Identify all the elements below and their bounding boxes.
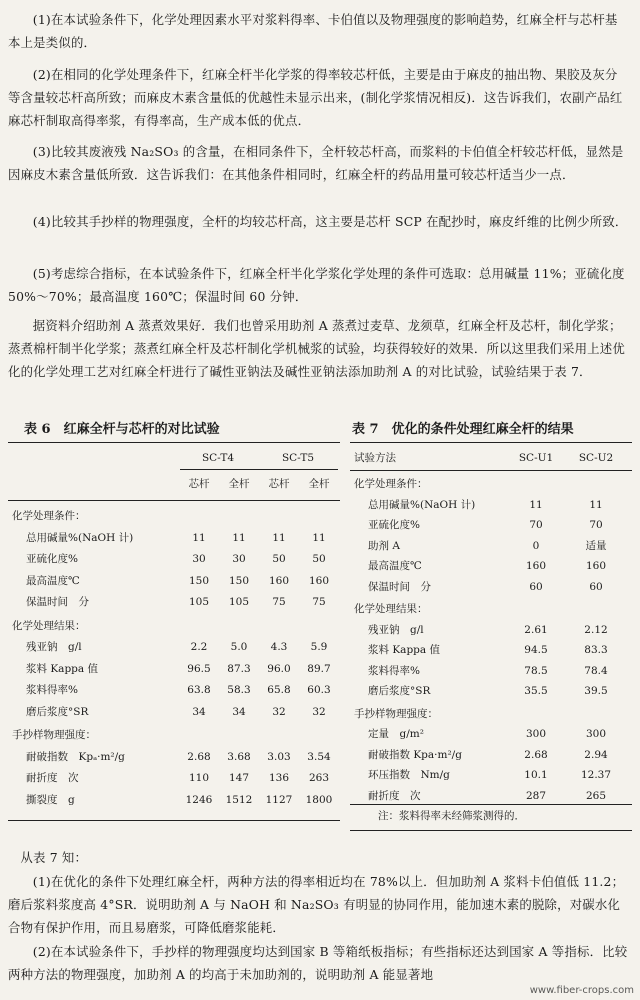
paragraph-4: (4)比较其手抄样的物理强度，全杆的均较芯杆高，这主要是芯杆 SCP 在配抄时，麻皮纤维的比例少所致． [32,214,628,229]
table6-cell: 63.8 [187,684,211,696]
table7-row-label: 最高温度℃ [368,560,422,572]
table7-row-label: 浆料 Kappa 值 [368,644,440,656]
table6-header-rule [8,500,340,501]
table6-cell: 30 [232,553,246,565]
table7-cell: 2.61 [524,623,548,636]
table6-cell: 34 [232,705,246,718]
table7-cell: 70 [529,519,543,531]
table6-cell: 89.7 [307,662,331,675]
table7 [350,442,632,838]
table7-cell: 94.5 [524,644,548,656]
table6-cell: 1512 [225,793,253,806]
table7-row-label: 残亚钠 g/l [368,623,424,636]
table7-cell: 265 [585,789,607,802]
table7-row-label: 总用碱量%(NaOH 计) [368,498,476,511]
table6-cell: 3.03 [267,750,291,763]
table7-header-col: SC-U1 [518,452,554,464]
table6-subcol-header: 芯杆 [188,478,210,490]
table7-cell: 39.5 [584,685,608,697]
table6-cell: 11 [232,531,246,544]
table6-row-label: 残亚钠 g/l [26,641,82,653]
table6-cell: 11 [312,531,326,544]
table6-subcol-header: 全杆 [308,478,330,490]
table7-header-method: 试验方法 [354,452,396,464]
table6-cell: 136 [268,772,290,784]
table6-cell: 50 [312,553,326,565]
table7-cell: 11 [529,498,543,511]
table6-cell: 34 [192,705,206,718]
table7-cell: 287 [525,789,547,802]
table6-row-label: 亚硫化度% [26,553,78,565]
table7-cell: 2.12 [584,623,608,636]
table7-cell: 2.94 [584,748,608,761]
table7-row-label: 浆料得率% [368,664,420,677]
paragraph-5: (5)考虑综合指标，在本试验条件下，红麻全杆半化学浆化学处理的条件可选取：总用碱量 11%；亚硫化度 50%～70%；最高温度 160℃；保温时间 60 分钟． [8,266,625,304]
table6-cell: 1127 [265,793,293,806]
table7-cell: 83.3 [584,644,608,656]
table6-row-label: 撕裂度 g [26,793,75,806]
table6-cell: 160 [268,574,290,587]
table7-row-label: 耐破指数 Kpa·m²/g [368,748,462,761]
table6-group-header: SC-T5 [281,452,315,464]
table6-row-label: 化学处理结果： [12,619,86,632]
table7-row-label: 磨后浆度°SR [368,685,431,697]
table7-cell: 11 [589,498,603,511]
table6-cell: 50 [272,553,286,565]
table7-row-label: 耐折度 次 [368,789,421,802]
paragraph-3: (3)比较其废液残 Na₂SO₃ 的含量，在相同条件下，全杆较芯杆高，而浆料的卡伯值全杆较芯杆低，显然是因麻皮木素含量低所致．这告诉我们：在其他条件相同时，红麻全杆的药品用量可较芯杆适当少一点． [8,144,624,182]
table6-cell: 160 [308,574,330,587]
table6-cell: 105 [228,596,250,608]
table7-row-label: 化学处理结果： [354,603,428,615]
table6-cell: 2.2 [190,641,208,653]
table6-cell: 3.54 [307,750,331,763]
table6-top-rule [8,442,340,443]
table6-cell: 110 [188,772,210,784]
table6-cell: 11 [192,531,206,544]
table6-cell: 150 [188,574,210,587]
table7-cell: 2.68 [524,748,548,761]
table6-row-label: 耐破指数 Kpₐ·m²/g [26,750,125,763]
table6-cell: 1800 [305,793,333,806]
table6-cell: 4.3 [270,641,288,653]
table7-cell: 35.5 [524,685,548,697]
paragraph-9: (2)在本试验条件下，手抄样的物理强度均达到国家 B 等箱纸板指标；有些指标还达到国家 A 等指标．比较两种方法的物理强度，加助剂 A 的均高于未加助剂的，说明助剂 A 能显著地 [8,944,628,982]
table6-row-label: 化学处理条件： [12,510,86,522]
table6-group-header: SC-T4 [201,452,235,464]
table7-row-label: 亚硫化度% [368,519,420,531]
table6-row-label: 浆料得率% [26,684,78,696]
table6-row-label: 磨后浆度°SR [26,705,89,718]
table6-cell: 60.3 [307,684,331,696]
table6-bottom-rule [8,820,340,821]
table7-cell: 300 [525,728,547,740]
table6-row-label: 手抄样物理强度： [12,729,96,741]
watermark-text: www.fiber-crops.com [529,985,634,996]
table6-subcol-header: 芯杆 [268,478,290,490]
table6 [8,442,340,822]
table6-cell: 147 [228,772,250,784]
paragraph-2: (2)在相同的化学处理条件下，红麻全杆半化学浆的得率较芯杆低，主要是由于麻皮的抽出物、果胶及灰分等含量较芯杆高所致；而麻皮木素含量低的优越性未显示出来，(制化学浆情况相反)．这告诉我们，农副产品红麻芯杆制取高得率浆，有得率高，生产成本低的优点． [8,67,623,128]
table6-cell: 96.5 [187,662,211,675]
paragraph-8: (1)在优化的条件下处理红麻全杆，两种方法的得率相近均在 78%以上．但加助剂 A 浆料卡伯值低 11.2；磨后浆料浆度高 4°SR．说明助剂 A 与 NaOH 和 Na₂SO₃ 有明显的协同作用，能加速木素的脱除，对碳水化合物有保护作用，而且易磨浆，可降低磨浆能耗． [8,874,625,935]
table6-row-label: 最高温度℃ [26,574,80,587]
table6-cell: 5.0 [230,641,248,653]
table6-cell: 30 [192,553,206,565]
table6-cell: 32 [272,705,286,718]
table7-row-label: 环压指数 Nm/g [368,769,450,781]
table6-cell: 11 [272,531,286,544]
table7-note-rule [350,804,632,805]
paragraph-7-heading: 从表 7 知： [20,850,88,865]
table7-cell: 78.4 [584,664,608,677]
table6-row-label: 耐折度 次 [26,772,79,784]
table7-cell: 0 [532,539,540,552]
table7-header-col: SC-U2 [578,452,614,464]
table6-cell: 105 [188,596,210,608]
table7-row-label: 手抄样物理强度： [354,707,438,720]
table6-cell: 1246 [185,793,213,806]
table6-cell: 3.68 [227,750,251,763]
table6-cell: 75 [312,596,326,608]
table7-row-label: 助剂 A [368,539,400,552]
table6-row-label: 浆料 Kappa 值 [26,662,98,675]
table7-cell: 70 [589,519,603,531]
table6-cell: 58.3 [227,684,251,696]
table6-row-label: 总用碱量%(NaOH 计) [26,531,134,544]
table7-cell: 160 [525,560,547,572]
paragraph-6: 据资料介绍助剂 A 蒸煮效果好．我们也曾采用助剂 A 蒸煮过麦草、龙须草，红麻全杆及芯杆，制化学浆；蒸煮棉杆制半化学浆；蒸煮红麻全杆及芯杆制化学机械浆的试验，均获得较好的效果．所以这里我们采用上述优化的化学处理工艺对红麻全杆进行了碱性亚钠法及碱性亚钠法添加助剂 A 的对比试验，试验结果于表 7． [8,318,625,379]
table6-cell: 263 [308,772,330,784]
table6-cell: 32 [312,705,326,718]
table7-row-label: 保温时间 分 [368,580,431,593]
table7-cell: 60 [529,580,543,593]
table6-row-label: 保温时间 分 [26,596,89,608]
table6-cell: 87.3 [227,662,251,675]
table6-cell: 150 [228,574,250,587]
table7-cell: 300 [585,728,607,740]
table7-cell: 60 [589,580,603,593]
table7-row-label: 定量 g/m² [368,728,424,740]
table7-header-rule [350,470,632,471]
table7-cell: 12.37 [580,769,612,781]
table6-cell: 5.9 [310,641,328,653]
table7-bottom-rule [350,830,632,831]
table6-cell: 65.8 [267,684,291,696]
table7-note: 注：浆料得率未经筛浆测得的． [378,810,525,822]
table7-top-rule [350,442,632,443]
table7-cell: 10.1 [524,769,548,781]
table6-cell: 96.0 [267,662,291,675]
table6-cell: 2.68 [187,750,211,763]
paragraph-1: (1)在本试验条件下，化学处理因素水平对浆料得率、卡伯值以及物理强度的影响趋势，红麻全杆与芯杆基本上是类似的． [8,12,618,50]
table6-group-rule [180,469,338,470]
table7-row-label: 化学处理条件： [354,478,428,490]
table6-subcol-header: 全杆 [228,478,250,490]
table7-cell: 适量 [585,539,607,552]
table7-cell: 160 [585,560,607,572]
table6-caption: 表 6 红麻全杆与芯杆的对比试验 [24,422,220,437]
table7-caption: 表 7 优化的条件处理红麻全杆的结果 [352,422,574,437]
table7-cell: 78.5 [524,664,548,677]
table6-cell: 75 [272,596,286,608]
